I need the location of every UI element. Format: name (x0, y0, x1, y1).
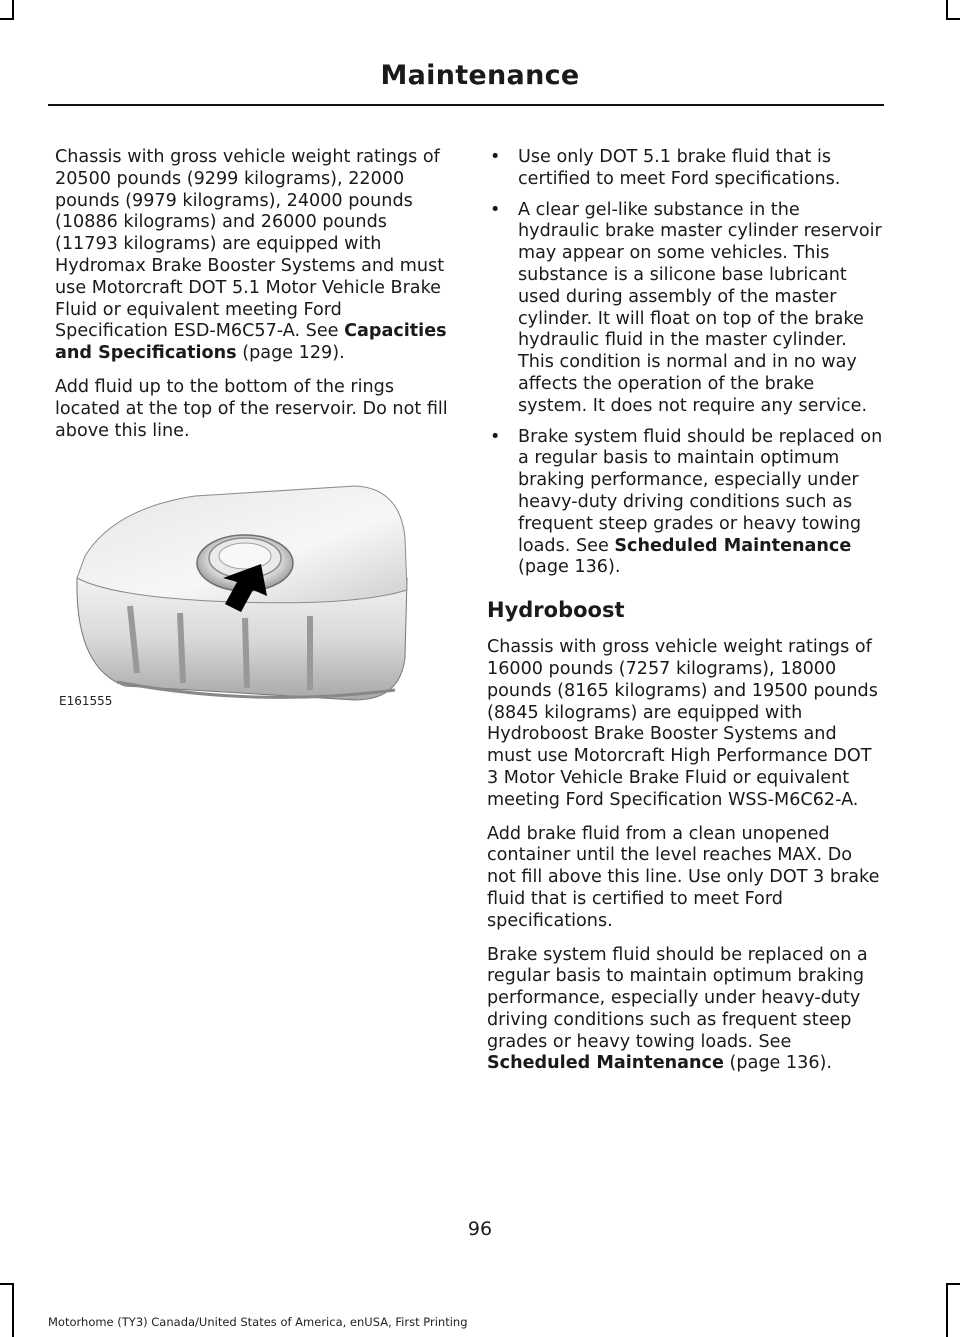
replace-fluid-paragraph (487, 945, 883, 1076)
bullet-text: Use only DOT 5.1 brake fluid that is certified to meet Ford specifications. (518, 147, 841, 189)
scheduled-maintenance-link[interactable]: Scheduled Maintenance (487, 1053, 724, 1074)
add-fluid-paragraph: Add fluid up to the bottom of the rings located at the top of the reservoir. Do not fill above this line. (55, 376, 448, 441)
list-item (487, 147, 883, 191)
replace-fluid-text: Brake system fluid should be replaced on a regular basis to maintain optimum braking performance, especially under heavy-duty driving conditions such as frequent steep grades or heavy towing loads. See (487, 944, 868, 1052)
crop-mark (12, 1283, 14, 1337)
bullet-icon: • (490, 426, 501, 447)
page-ref: (page 136). (518, 557, 621, 578)
figure-id: E161555 (59, 694, 113, 708)
list-item (487, 200, 883, 418)
page-title: Maintenance (380, 60, 580, 91)
crop-mark (946, 1283, 948, 1337)
brake-reservoir-illustration (55, 478, 415, 713)
crop-mark (946, 0, 948, 20)
brake-fluid-bullets (487, 147, 883, 579)
page-number: 96 (467, 1218, 493, 1240)
reservoir-figure (55, 478, 415, 713)
left-column (55, 147, 450, 454)
hydromax-paragraph (55, 147, 450, 365)
bullet-icon: • (490, 147, 501, 167)
scheduled-maintenance-link[interactable]: Scheduled Maintenance (614, 535, 852, 556)
hydromax-text: Chassis with gross vehicle weight ratings of 20500 pounds (9299 kilograms), 22000 pounds (9979 kilograms), 24000 pounds (10886 kilograms) and 26000 pounds (11793 kilograms) are equipped with Hydromax Brake Booster Systems and must use Motorcraft DOT 5.1 Motor Vehicle Brake Fluid or equivalent meeting Ford Specification ESD-M6C57-A. See (55, 147, 445, 342)
right-column (487, 147, 883, 1087)
bullet-icon: • (490, 199, 501, 220)
bullet-text: A clear gel-like substance in the hydraulic brake master cylinder reservoir may appear on some vehicles. This substance is a silicone base lubricant used during assembly of the master cylinder. It will float on top of the brake hydraulic fluid in the master cylinder. This condition is normal and in no way affects the operation of the brake system. It does not require any service. (518, 199, 882, 416)
header-divider (48, 104, 884, 106)
list-item (487, 427, 883, 580)
hydroboost-paragraph: Chassis with gross vehicle weight ratings of 16000 pounds (7257 kilograms), 18000 pounds (8165 kilograms) and 19500 pounds (8845 kilograms) are equipped with Hydroboost Brake Booster Systems and must use Motorcraft High Performance DOT 3 Motor Vehicle Brake Fluid or equivalent meeting Ford Specification WSS-M6C62-A. (487, 637, 878, 810)
crop-mark (12, 0, 14, 20)
crop-mark (0, 18, 14, 20)
crop-mark (946, 18, 960, 20)
page-ref: (page 136). (729, 1053, 832, 1074)
add-brake-fluid-paragraph: Add brake fluid from a clean unopened container until the level reaches MAX. Do not fill above this line. Use only DOT 3 brake fluid that is certified to meet Ford specifications. (487, 823, 880, 931)
crop-mark (946, 1283, 960, 1285)
capacities-page-ref: (page 129). (242, 343, 345, 364)
bullet-text: Brake system fluid should be replaced on a regular basis to maintain optimum braking performance, especially under heavy-duty driving conditions such as frequent steep grades or heavy towing loads. See (518, 426, 883, 556)
crop-mark (0, 1283, 14, 1285)
capacities-link[interactable]: Capacities and Specifications (55, 321, 447, 364)
hydroboost-heading: Hydroboost (487, 598, 625, 623)
publication-footer: Motorhome (TY3) Canada/United States of America, enUSA, First Printing (48, 1315, 468, 1329)
